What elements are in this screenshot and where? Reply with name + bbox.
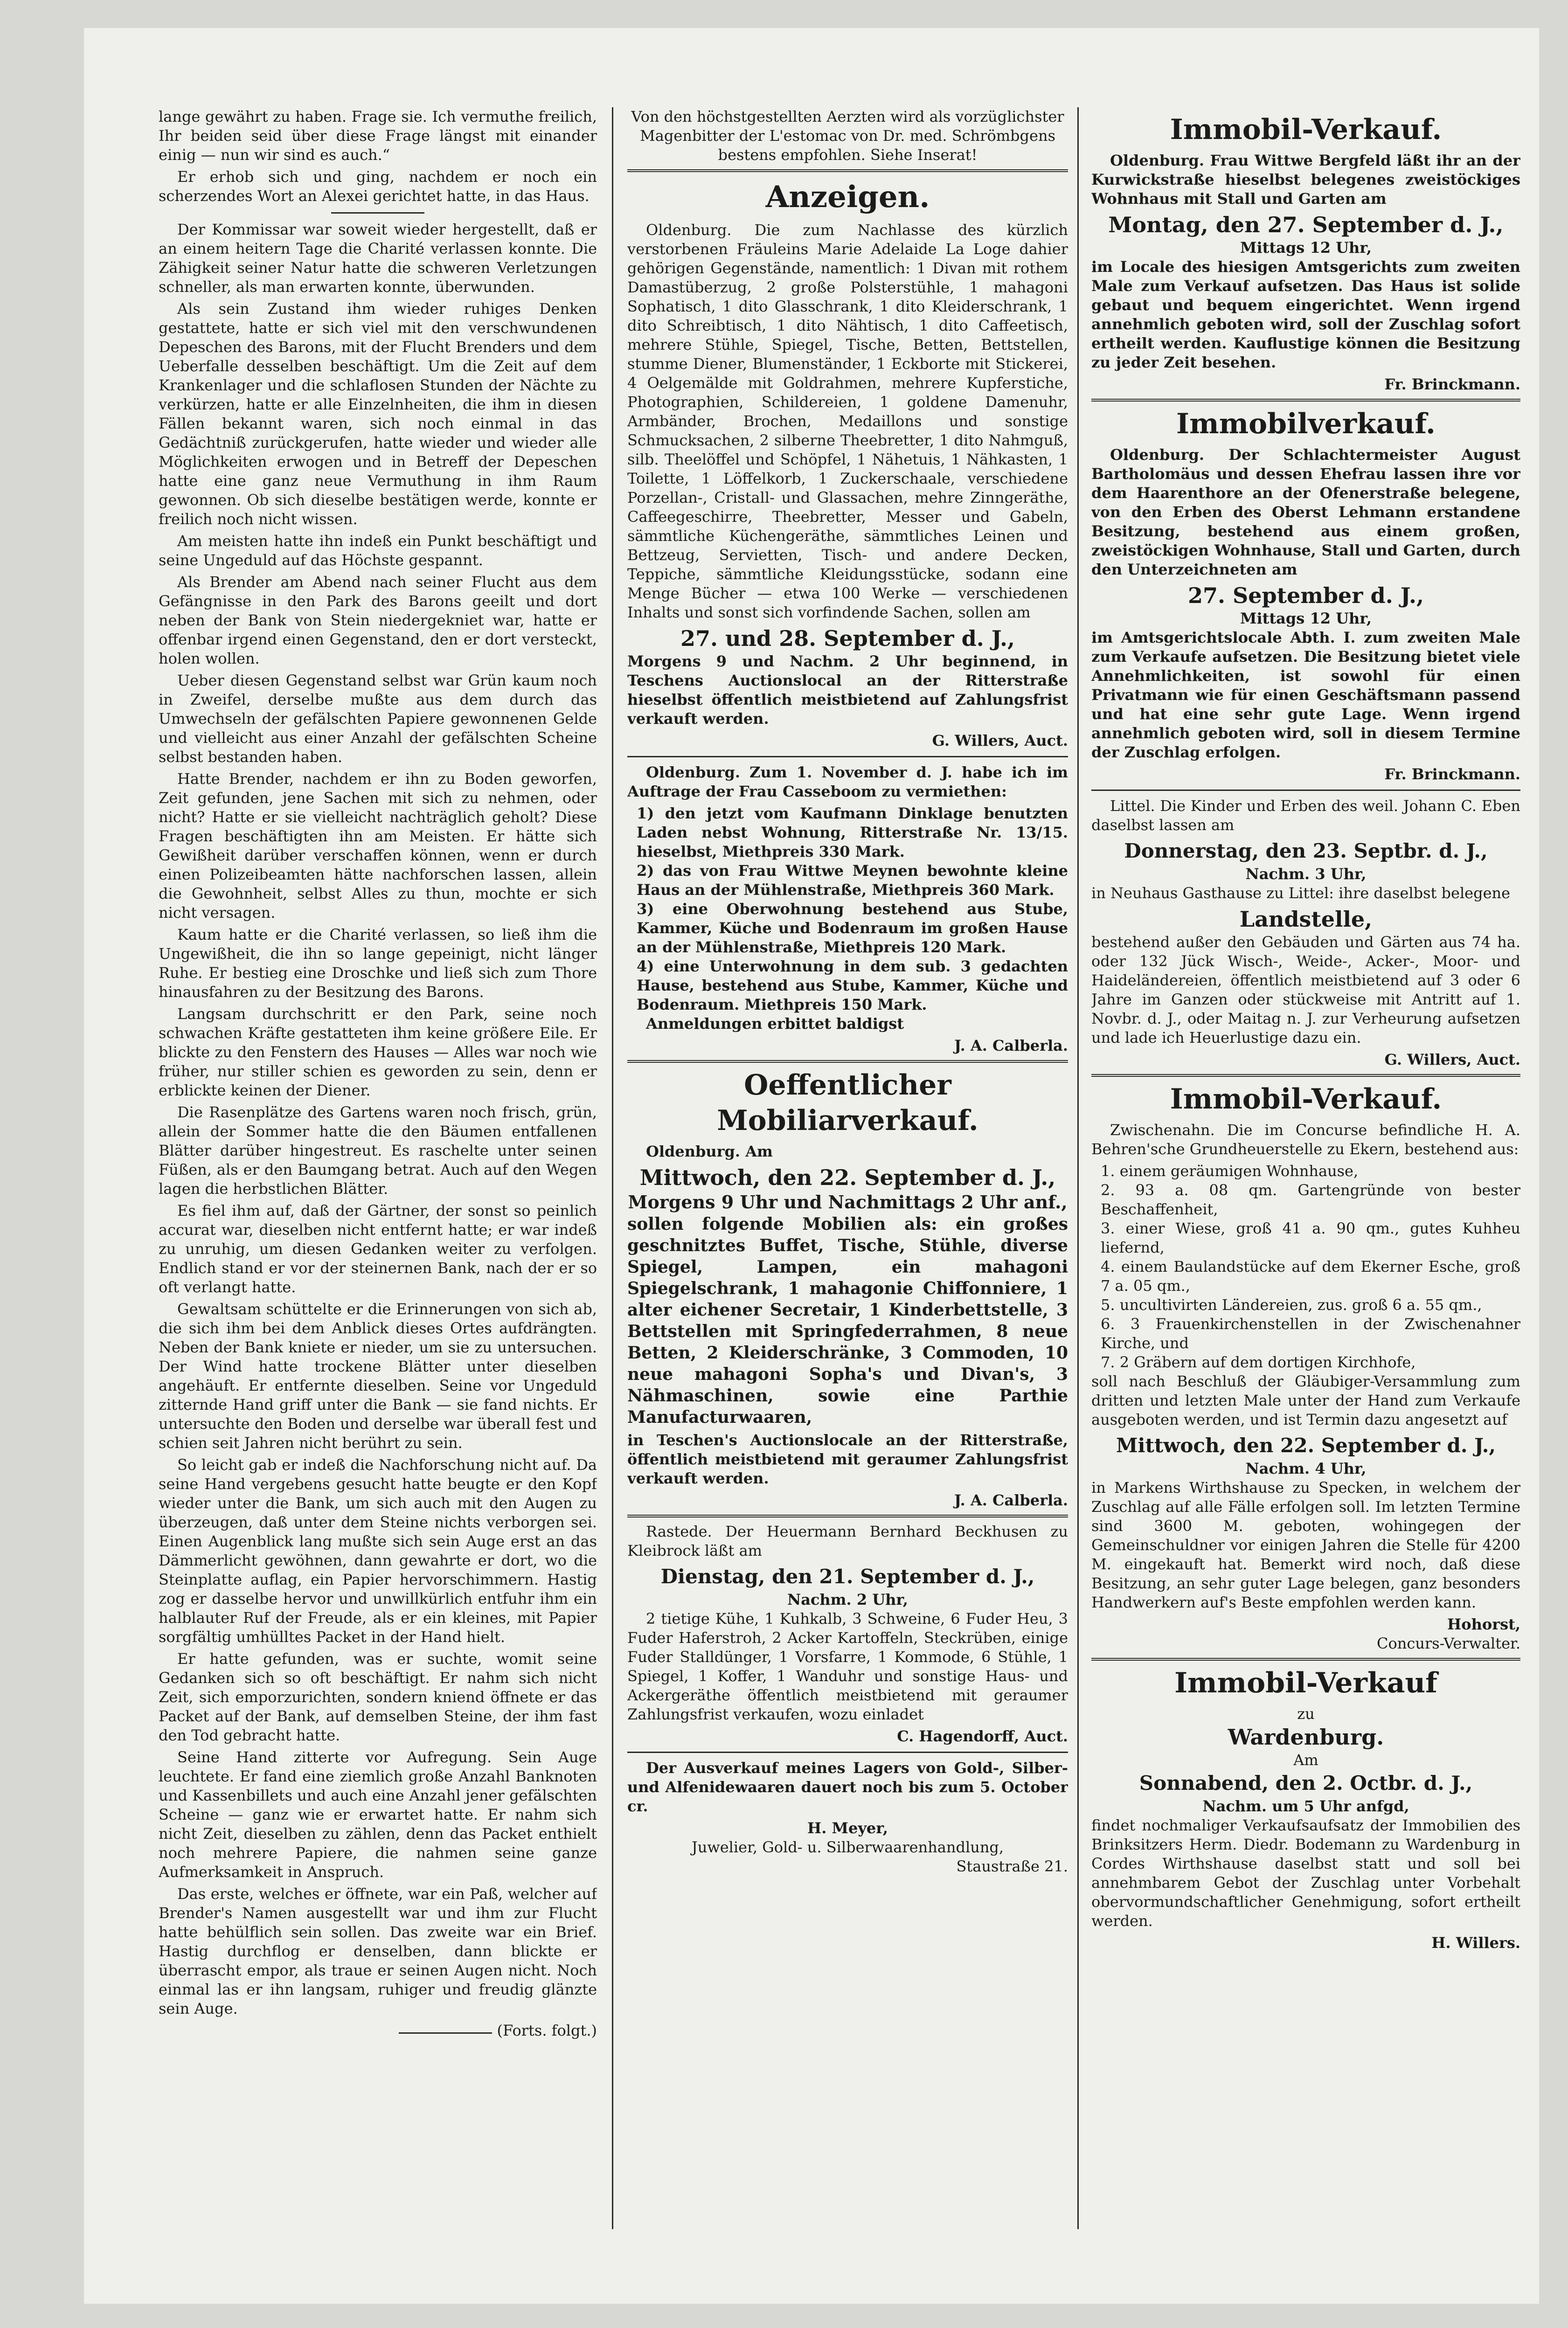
ad-wardenburg-am: Am bbox=[1293, 1751, 1318, 1769]
ad-nachlass-time: Morgens 9 und Nachm. 2 Uhr beginnend, in Teschens Auctionslocal an der Ritterstraße hieselbst öffentlich meistbietend auf Zahlungsfrist verkauft werden. bbox=[627, 652, 1068, 728]
ad-nachlass-signature: G. Willers, Auct. bbox=[932, 732, 1068, 749]
ad-mobiliar-end: in Teschen's Auctionslocale an der Ritterstraße, öffentlich meistbietend mit geraumer Zahlungsfrist verkauft werden. bbox=[627, 1431, 1068, 1487]
list-item: 4. einem Baulandstücke auf dem Ekerner Esche, groß 7 a. 05 qm., bbox=[1101, 1258, 1520, 1295]
ad-vermietung-intro: Oldenburg. Zum 1. November d. J. habe ich im Auftrage der Frau Casseboom zu vermiethen: bbox=[627, 763, 1068, 800]
list-item: 3) eine Oberwohnung bestehend aus Stube, Kammer, Küche und Bodenraum im großen Hause an der Mühlenstraße, Miethpreis 120 Mark. bbox=[637, 900, 1068, 956]
ad-wardenburg-body: findet nochmaliger Verkaufsaufsatz der Immobilien des Brinksitzers Herm. Diedr. Bodemann zu Wardenburg in Cordes Wirthshause daselbst statt und soll bei annehmbarem Gebot der Zuschlag unter Vorbehalt obervormundschaftlicher Genehmigung, sofort ertheilt werden. bbox=[1091, 1816, 1520, 1930]
divider bbox=[1091, 1658, 1520, 1661]
ad-bartholomaeus-body: Oldenburg. Der Schlachtermeister August Bartholomäus und dessen Ehefrau lassen ihre vor dem Haarenthore an der Ofenerstraße belegene, von den Erben des Oberst Lehmann erstandene Besitzung, bestehend aus einem großen, zweistöckigen Wohnhause, Stall und Garten, durch den Unterzeichneten am bbox=[1091, 446, 1520, 578]
story-paragraph: Seine Hand zitterte vor Aufregung. Sein Auge leuchtete. Er fand eine ziemlich große Anzahl Banknoten und Kassenbillets und auch eine Anzahl jener gefälschten Scheine — ganz wie er erwartet hatte. Er nahm sich nicht Zeit, dieselben zu zählen, denn das Packet enthielt noch mehrere Papiere, die nahmen seine ganze Aufmerksamkeit in Anspruch. bbox=[159, 1748, 597, 1881]
ad-wardenburg-title: Immobil-Verkauf bbox=[1174, 1667, 1437, 1699]
story-paragraph: Der Kommissar war soweit wieder hergestellt, daß er an einem heitern Tage die Charité verlassen konnte. Die Zähigkeit seiner Natur hatte die schweren Verletzungen schneller, als man erwarten konnte, überwunden. bbox=[159, 221, 597, 296]
ad-rastede-time: Nachm. 2 Uhr, bbox=[787, 1591, 909, 1608]
ad-nachlass-body: Oldenburg. Die zum Nachlasse des kürzlich verstorbenen Fräuleins Marie Adelaide La Loge dahier gehörigen Gegenstände, namentlich: 1 Divan mit rothem Damastüberzug, 2 große Polsterstühle, 1 mahagoni Sophatisch, 1 dito Glasschrank, 1 dito Kleiderschrank, 1 dito Schreibtisch, 1 dito Nähtisch, 1 dito Caffeetisch, mehrere Stühle, Spiegel, Tische, Betten, Bettstellen, stumme Diener, Blumenständer, 1 Eckborte mit Stickerei, 4 Oelgemälde mit Goldrahmen, mehrere Kupferstiche, Photographien, Schildereien, 1 goldene Damenuhr, Armbänder, Brochen, Medaillons und sonstige Schmucksachen, 2 silberne Theebretter, 1 dito Nahmguß, silb. Theelöffel und Schöpfel, 1 Nähetuis, 1 Nähkasten, 1 Toilette, 1 Löffelkorb, 1 Zuckerschaale, verschiedene Porzellan-, Cristall- und Glassachen, mehre Zinngeräthe, Caffeegeschirre, Theebretter, Messer und Gabeln, sämmtliche Küchengeräthe, sämmtliches Leinen und Bettzeug, Servietten, Tisch- und andere Decken, Teppiche, sämmtliche Kleidungsstücke, sodann eine Menge Bücher — etwa 100 Werke — verschiedenen Inhalts und sonst sich vorfindende Sachen, sollen am bbox=[627, 221, 1068, 621]
list-item: 7. 2 Gräbern auf dem dortigen Kirchhofe, bbox=[1101, 1353, 1416, 1371]
ad-mobiliar-date: Mittwoch, den 22. September d. J., bbox=[639, 1165, 1056, 1190]
ad-behren-body2: in Markens Wirthshause zu Specken, in welchem der Zuschlag auf alle Fälle erfolgen soll. Im letzten Termine sind 3600 M. geboten, wohingegen der Gemeinschuldner vor einigen Jahren die Stelle für 4200 M. eingekauft hat. Bemerkt wird noch, daß diese Besitzung, an sehr guter Lage belegen, ganz besonders Handwerkern auf's Beste empfohlen werden kann. bbox=[1091, 1479, 1520, 1611]
ad-rastede-signature: C. Hagendorff, Auct. bbox=[897, 1727, 1068, 1745]
ad-ausverkauf-address: Staustraße 21. bbox=[956, 1857, 1068, 1875]
ad-bergfeld-title: Immobil-Verkauf. bbox=[1170, 113, 1442, 146]
divider bbox=[627, 756, 1068, 757]
ad-littel-item: Landstelle, bbox=[1239, 907, 1373, 932]
ad-ausverkauf-name: H. Meyer, bbox=[807, 1819, 888, 1837]
column-ads-right bbox=[1091, 107, 1520, 1953]
story-paragraph: Das erste, welches er öffnete, war ein Paß, welcher auf Brender's Namen ausgestellt war und ihm zur Flucht hatte behülflich sein sollen. Das zweite war ein Brief. Hastig durchflog er denselben, dann blickte er überrascht empor, als traue er seinen Augen nicht. Noch einmal las er ihn langsam, ruhiger und freudig glänzte sein Auge. bbox=[159, 1885, 597, 2017]
story-paragraph: lange gewährt zu haben. Frage sie. Ich vermuthe freilich, Ihr beiden seid über diese Frage längst mit einander einig — nun wir sind es auch.“ bbox=[159, 108, 597, 164]
ad-nachlass-date: 27. und 28. September d. J., bbox=[680, 626, 1015, 651]
list-item: 2. 93 a. 08 qm. Gartengründe von bester Beschaffenheit, bbox=[1101, 1181, 1520, 1218]
notice-magenbitter: Von den höchstgestellten Aerzten wird als vorzüglichster Magenbitter der L'estomac von Dr. med. Schrömbgens bestens empfohlen. Siehe Inserat! bbox=[631, 108, 1064, 164]
list-item: 3. einer Wiese, groß 41 a. 90 qm., gutes Kuhheu liefernd, bbox=[1101, 1219, 1520, 1256]
ad-wardenburg-sub: zu bbox=[1297, 1705, 1315, 1723]
ad-rastede-date: Dienstag, den 21. September d. J., bbox=[660, 1565, 1035, 1588]
ad-bartholomaeus-date: 27. September d. J., bbox=[1188, 583, 1424, 608]
column-ads-middle bbox=[627, 107, 1068, 1876]
ad-rastede-intro: Rastede. Der Heuermann Bernhard Beckhusen zu Kleibrock läßt am bbox=[627, 1523, 1068, 1559]
story-paragraph: Er erhob sich und ging, nachdem er noch ein scherzendes Wort an Alexei gerichtet hatte, in das Haus. bbox=[159, 168, 597, 205]
divider bbox=[1091, 399, 1520, 402]
ad-littel-place: in Neuhaus Gasthause zu Littel: ihre daselbst belegene bbox=[1091, 884, 1511, 902]
ad-vermietung-list bbox=[627, 804, 1068, 1014]
ad-behren-time: Nachm. 4 Uhr, bbox=[1245, 1460, 1367, 1477]
story-paragraph: Gewaltsam schüttelte er die Erinnerungen von sich ab, die sich ihm bei dem Anblick dieses Ortes aufdrängten. Neben der Bank kniete er nieder, um sie zu untersuchen. Der Wind hatte trockene Blätter unter dieselben angehäuft. Er entfernte dieselben. Seine vor Ungeduld zitternde Hand griff unter die Bank — sie fand nichts. Er untersuchte den Boden und derselbe war überall fest und schien seit Jahren nicht berührt zu sein. bbox=[159, 1300, 597, 1452]
ad-littel-body: bestehend außer den Gebäuden und Gärten aus 74 ha. oder 132 Jück Wisch-, Weide-, Acker-, Moor- und Haideländereien, öffentlich meistbietend auf 3 oder 6 Jahre im Ganzen oder stückweise mit Antritt auf 1. Novbr. d. J., oder Maitag n. J. zur Verheurung aufsetzen und lade ich Heuerlustige dazu ein. bbox=[1091, 933, 1520, 1046]
list-item: 6. 3 Frauenkirchenstellen in der Zwischenahner Kirche, und bbox=[1101, 1315, 1520, 1352]
story-paragraph: Am meisten hatte ihn indeß ein Punkt beschäftigt und seine Ungeduld auf das Höchste gespannt. bbox=[159, 532, 597, 569]
ad-behren-signature: Hohorst, bbox=[1447, 1615, 1520, 1633]
ad-bergfeld-body2: im Locale des hiesigen Amtsgerichts zum zweiten Male zum Verkauf aufsetzen. Das Haus ist solide gebaut und bequem eingerichtet. Wenn irgend annehmlich geboten wird, soll der Zuschlag sofort ertheilt werden. Kauflustige können die Besitzung zu jeder Zeit besehen. bbox=[1091, 258, 1520, 371]
list-item: 2) das von Frau Wittwe Meynen bewohnte kleine Haus an der Mühlenstraße, Miethpreis 360 Mark. bbox=[637, 862, 1068, 899]
ad-bartholomaeus-body2: im Amtsgerichtslocale Abth. I. zum zweiten Male zum Verkaufe aufsetzen. Die Besitzung bietet viele Annehmlichkeiten, ist sowohl für einen Privatmann wie für einen Geschäftsmann passend und hat eine sehr gute Lage. Wenn irgend annehmlich geboten wird, soll in diesem Termine der Zuschlag erfolgen. bbox=[1091, 629, 1520, 761]
ad-behren-date: Mittwoch, den 22. September d. J., bbox=[1116, 1434, 1496, 1457]
divider bbox=[627, 1752, 1068, 1753]
column-story bbox=[159, 107, 597, 2040]
story-paragraph: Er hatte gefunden, was er suchte, womit seine Gedanken sich so oft beschäftigt. Er nahm sich nicht Zeit, sich emporzurichten, sondern kniend öffnete er das Packet auf der Bank, auf demselben Steine, der ihm fast den Tod gebracht hatte. bbox=[159, 1650, 597, 1744]
story-paragraph: So leicht gab er indeß die Nachforschung nicht auf. Da seine Hand vergebens gesucht hatte beugte er den Kopf wieder unter die Bank, um sich auch mit den Augen zu überzeugen, daß unter dem Steine nichts verborgen sei. Einen Augenblick lang mußte sich sein Auge erst an das Dämmerlicht gewöhnen, dann gewahrte er dort, wo die Steinplatte auflag, ein Papier hervorschimmern. Hastig zog er dasselbe hervor und unwillkürlich entfuhr ihm ein halblauter Ruf der Freude, als er ein kleines, mit Papier sorgfältig umhülltes Packet in der Hand hielt. bbox=[159, 1456, 597, 1646]
story-paragraph: Die Rasenplätze des Gartens waren noch frisch, grün, allein der Sommer hatte die den Bäumen entfallenen Blätter darüber hingestreut. Es raschelte unter seinen Füßen, als er den Baumgang betrat. Auch auf den Wegen lagen die herbstlichen Blätter. bbox=[159, 1103, 597, 1198]
ad-ausverkauf-trade: Juwelier, Gold- u. Silberwaarenhandlung, bbox=[691, 1838, 1004, 1856]
column-rule-2 bbox=[1077, 107, 1079, 2229]
ad-behren-signature-role: Concurs-Verwalter. bbox=[1377, 1635, 1520, 1652]
divider bbox=[627, 1515, 1068, 1517]
ad-behren-title: Immobil-Verkauf. bbox=[1170, 1083, 1442, 1116]
ad-littel-date: Donnerstag, den 23. Septbr. d. J., bbox=[1124, 839, 1488, 862]
divider bbox=[399, 2032, 492, 2034]
ad-wardenburg-time: Nachm. um 5 Uhr anfgd, bbox=[1202, 1797, 1409, 1815]
ad-vermietung-signature: J. A. Calberla. bbox=[954, 1037, 1068, 1054]
ad-bergfeld-body: Oldenburg. Frau Wittwe Bergfeld läßt ihr an der Kurwickstraße hieselbst belegenes zweistöckiges Wohnhaus mit Stall und Garten am bbox=[1091, 152, 1520, 208]
list-item: 1. einem geräumigen Wohnhause, bbox=[1101, 1162, 1359, 1180]
divider bbox=[331, 212, 424, 214]
list-item: 4) eine Unterwohnung in dem sub. 3 gedachten Hause, bestehend aus Stube, Kammer, Küche und Bodenraum. Miethpreis 150 Mark. bbox=[637, 957, 1068, 1013]
story-paragraph: Es fiel ihm auf, daß der Gärtner, der sonst so peinlich accurat war, dieselben nicht entfernt hatte; er war indeß zu unruhig, um diesen Gedanken weiter zu verfolgen. Endlich stand er vor der steinernen Bank, nach der er so oft verlangt hatte. bbox=[159, 1202, 597, 1296]
ad-bergfeld-date: Montag, den 27. September d. J., bbox=[1108, 212, 1504, 237]
fortsetzung-label: (Forts. folgt.) bbox=[497, 2022, 597, 2039]
ad-littel-time: Nachm. 3 Uhr, bbox=[1245, 865, 1367, 883]
story-paragraph: Langsam durchschritt er den Park, seine noch schwachen Kräfte gestatteten ihm keine größere Eile. Er blickte zu den Fenstern des Hauses — Alles war noch wie früher, nur stiller schien es geworden zu sein, denn er erblickte keinen der Diener. bbox=[159, 1005, 597, 1099]
divider bbox=[1091, 1074, 1520, 1077]
ad-mobiliar-body: sollen folgende Mobilien als: ein großes geschnitztes Buffet, Tische, Stühle, diverse Spiegel, Lampen, ein mahagoni Spiegelschrank, 1 mahagonie Chiffonniere, 1 alter eichener Secretair, 1 Kinderbettstelle, 3 Bettstellen mit Springfederrahmen, 8 neue Betten, 2 Kleiderschränke, 3 Commoden, 10 neue mahagoni Sopha's und Divan's, 3 Nähmaschinen, sowie eine Parthie Manufacturwaaren, bbox=[627, 1214, 1068, 1427]
ad-bartholomaeus-title: Immobilverkauf. bbox=[1176, 408, 1436, 440]
story-paragraph: Ueber diesen Gegenstand selbst war Grün kaum noch in Zweifel, derselbe mußte aus dem durch das Umwechseln der gefälschten Papiere gewonnenen Gelde und vielleicht aus einer Anzahl der gefälschten Scheine selbst bestanden haben. bbox=[159, 672, 597, 766]
ad-ausverkauf-body: Der Ausverkauf meines Lagers von Gold-, Silber- und Alfenidewaaren dauert noch bis zum 5. October cr. bbox=[627, 1759, 1068, 1815]
ad-mobiliar-time: Morgens 9 Uhr und Nachmittags 2 Uhr anf., bbox=[628, 1192, 1068, 1212]
ad-bartholomaeus-signature: Fr. Brinckmann. bbox=[1384, 765, 1520, 783]
ad-wardenburg-signature: H. Willers. bbox=[1431, 1934, 1520, 1952]
ad-mobiliar-title: Oeffentlicher Mobiliarverkauf. bbox=[717, 1069, 978, 1137]
divider bbox=[627, 169, 1068, 172]
story-paragraph: Kaum hatte er die Charité verlassen, so ließ ihm die Ungewißheit, die ihn so lange gepeinigt, nicht länger Ruhe. Er bestieg eine Droschke und ließ sich zum Thore hinausfahren zu der Besitzung des Barons. bbox=[159, 926, 597, 1001]
ad-bartholomaeus-time: Mittags 12 Uhr, bbox=[1240, 610, 1372, 627]
ad-vermietung-footer: Anmeldungen erbittet baldigst bbox=[646, 1015, 904, 1032]
ad-rastede-body: 2 tietige Kühe, 1 Kuhkalb, 3 Schweine, 6 Fuder Heu, 3 Fuder Haferstroh, 2 Acker Kartoffeln, Steckrüben, einige Fuder Stalldünger, 1 Vorsfarre, 1 Kommode, 6 Stühle, 1 Spiegel, 1 Koffer, 1 Wanduhr und sonstige Haus- und Ackergeräthe öffentlich meistbietend mit geraumer Zahlungsfrist verkaufen, wozu einladet bbox=[627, 1610, 1068, 1723]
ad-behren-body: soll nach Beschluß der Gläubiger-Versammlung zum dritten und letzten Male unter der Hand zum Verkaufe ausgeboten werden, und ist Termin dazu angesetzt auf bbox=[1091, 1372, 1520, 1428]
list-item: 5. uncultivirten Ländereien, zus. groß 6 a. 55 qm., bbox=[1101, 1296, 1482, 1314]
column-rule-1 bbox=[612, 107, 613, 2229]
ad-mobiliar-signature: J. A. Calberla. bbox=[954, 1491, 1068, 1509]
divider bbox=[1091, 790, 1520, 791]
ad-littel-intro: Littel. Die Kinder und Erben des weil. Johann C. Eben daselbst lassen am bbox=[1091, 797, 1520, 834]
continuation-note bbox=[159, 2021, 597, 2040]
ad-bergfeld-signature: Fr. Brinckmann. bbox=[1384, 375, 1520, 393]
story-paragraph: Hatte Brender, nachdem er ihn zu Boden geworfen, Zeit gefunden, jene Sachen mit sich zu nehmen, oder nicht? Hatte er sie vielleicht nachträglich geholt? Diese Fragen beschäftigten ihn am Meisten. Er hätte sich Gewißheit darüber verschaffen können, wenn er durch einen Polizeibeamten hätte nachforschen lassen, allein die Gewohnheit, selbst Alles zu thun, mochte er sich nicht versagen. bbox=[159, 770, 597, 922]
ad-bergfeld-time: Mittags 12 Uhr, bbox=[1240, 239, 1372, 256]
divider bbox=[627, 1060, 1068, 1063]
ad-behren-intro: Zwischenahn. Die im Concurse befindliche H. A. Behren'sche Grundheuerstelle zu Ekern, bestehend aus: bbox=[1091, 1121, 1520, 1158]
ad-mobiliar-intro: Oldenburg. Am bbox=[646, 1143, 773, 1160]
list-item: 1) den jetzt vom Kaufmann Dinklage benutzten Laden nebst Wohnung, Ritterstraße Nr. 13/15. hieselbst, Miethpreis 330 Mark. bbox=[637, 804, 1068, 860]
section-title-anzeigen: Anzeigen. bbox=[765, 180, 930, 215]
ad-behren-list bbox=[1091, 1162, 1520, 1372]
story-paragraph: Als Brender am Abend nach seiner Flucht aus dem Gefängnisse in den Park des Barons geeilt und dort neben der Bank von Stein niedergekniet war, hatte er offenbar irgend einen Gegenstand, den er dort versteckt, holen wollen. bbox=[159, 573, 597, 667]
ad-wardenburg-place: Wardenburg. bbox=[1228, 1725, 1384, 1750]
ad-littel-signature: G. Willers, Auct. bbox=[1384, 1051, 1520, 1068]
story-paragraph: Als sein Zustand ihm wieder ruhiges Denken gestattete, hatte er sich viel mit den verschwundenen Depeschen des Barons, mit der Flucht Brenders und dem Ueberfalle desselben beschäftigt. Um die Zeit auf dem Krankenlager und die schlaflosen Stunden der Nächte zu verkürzen, hatte er alle Einzelnheiten, die ihm in diesen Fällen bekannt waren, sich noch einmal in das Gedächtniß zurückgerufen, hatte wieder und wieder alle Möglichkeiten erwogen und in Betreff der Depeschen hatte eine ganz neue Vermuthung in ihm Raum gewonnen. Ob sich dieselbe bestätigen werde, konnte er freilich noch nicht wissen. bbox=[159, 300, 597, 528]
ad-wardenburg-date: Sonnabend, den 2. Octbr. d. J., bbox=[1139, 1772, 1473, 1794]
